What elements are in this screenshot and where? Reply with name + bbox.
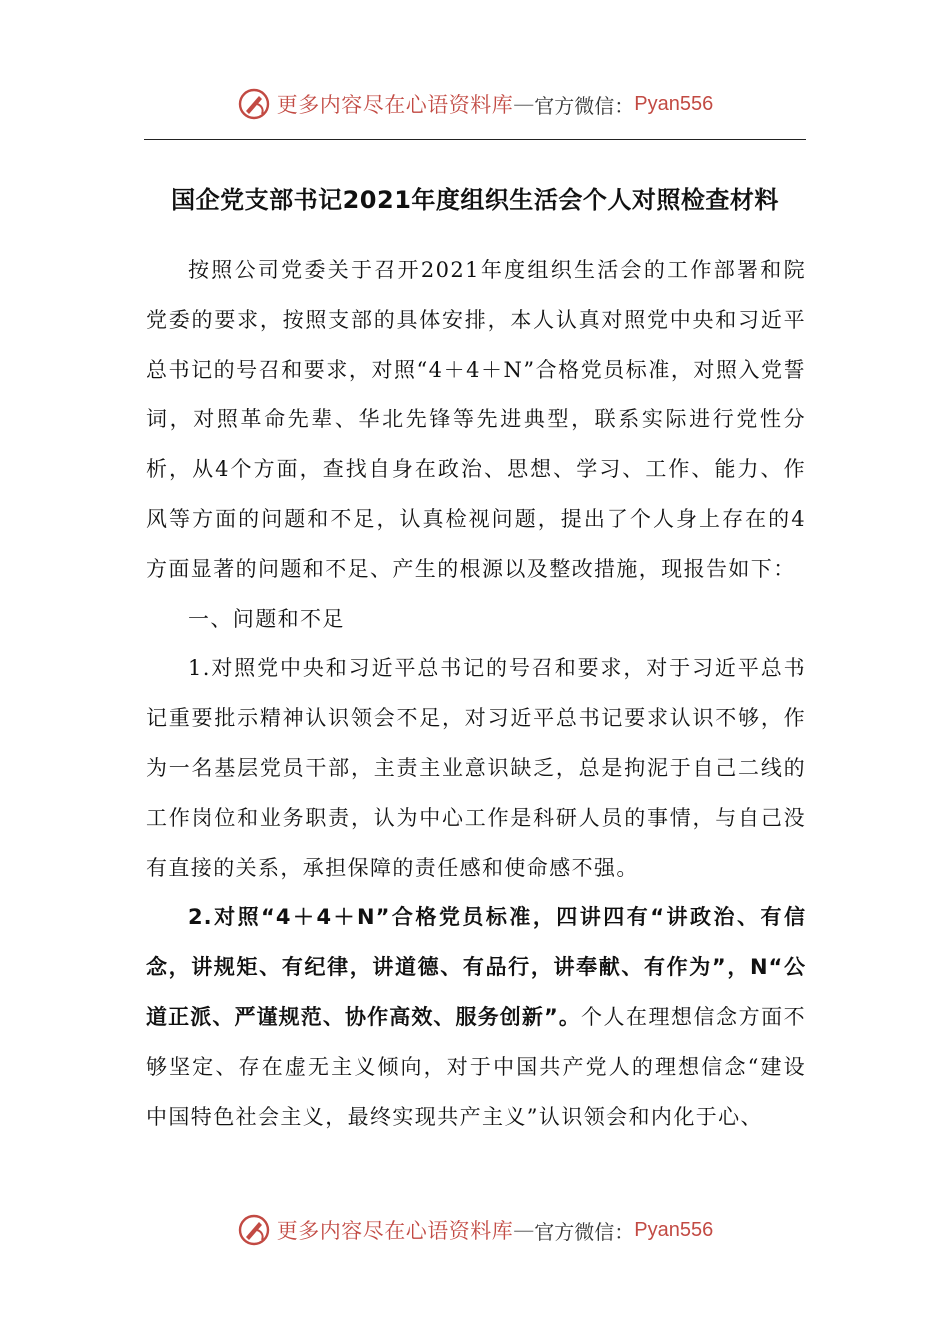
document-body [146, 246, 806, 1142]
header-watermark [0, 84, 950, 124]
watermark-wechat-label: 官方微信： [534, 1219, 635, 1244]
document-title: 国企党支部书记2021年度组织生活会个人对照检查材料 [171, 186, 779, 214]
item-2-paragraph [146, 893, 806, 1142]
watermark-brand: 更多内容尽在心语资料库 [276, 1219, 514, 1243]
watermark-separator: — [513, 92, 535, 116]
watermark-wechat-label: 官方微信： [534, 93, 635, 118]
watermark-separator: — [513, 1218, 535, 1242]
watermark-handle: Pyan556 [634, 92, 714, 115]
item-1-paragraph: 1.对照党中央和习近平总书记的号召和要求，对于习近平总书记重要批示精神认识领会不足，对习近平总书记要求认识不够，作为一名基层党员干部，主责主业意识缺乏，总是拘泥于自己二线的工作岗位和业务职责，认为中心工作是科研人员的事情，与自己没有直接的关系，承担保障的责任感和使命感不强。 [146, 656, 806, 880]
footer-watermark [0, 1210, 950, 1250]
item-2-bold-lead: 2.对照“4＋4＋N”合格党员标准，四讲四有“讲政治、有信念，讲规矩、有纪律，讲道德、有品行，讲奉献、有作为”，N“公道正派、严谨规范、协作高效、服务创新”。 [146, 905, 806, 1029]
item-2-text: 个人在理想信念方面不够坚定、存在虚无主义倾向，对于中国共产党人的理想信念“建设中国特色社会主义，最终实现共产主义”认识领会和内化于心、 [146, 1004, 806, 1129]
watermark-handle: Pyan556 [634, 1218, 714, 1241]
pen-logo-icon [237, 1213, 271, 1247]
watermark-brand: 更多内容尽在心语资料库 [276, 93, 514, 117]
intro-paragraph: 按照公司党委关于召开2021年度组织生活会的工作部署和院党委的要求，按照支部的具体安排，本人认真对照党中央和习近平总书记的号召和要求，对照“4＋4＋N”合格党员标准，对照入党誓词，对照革命先辈、华北先锋等先进典型，联系实际进行党性分析，从4个方面，查找自身在政治、思想、学习、工作、能力、作风等方面的问题和不足，认真检视问题，提出了个人身上存在的4方面显著的问题和不足、产生的根源以及整改措施，现报告如下： [146, 258, 806, 581]
pen-logo-icon [237, 87, 271, 121]
header-divider [144, 139, 806, 140]
section-heading: 一、问题和不足 [188, 606, 345, 631]
